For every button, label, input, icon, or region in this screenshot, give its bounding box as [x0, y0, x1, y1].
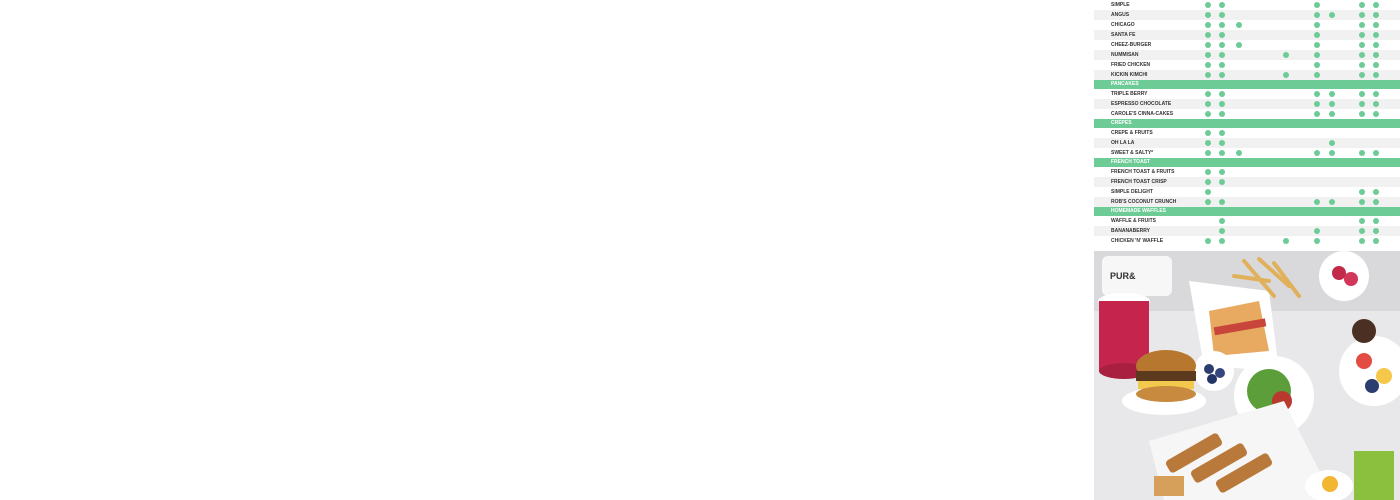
check-circle-icon [1205, 150, 1211, 156]
check-circle-icon [1219, 179, 1225, 185]
mini-section-title: FRENCH TOAST [1111, 159, 1151, 165]
mini-item-label: CREPE & FRUITS [1111, 130, 1153, 136]
check-circle-icon [1373, 52, 1379, 58]
check-circle-icon [1373, 72, 1379, 78]
mini-item-label: SWEET & SALTY* [1111, 150, 1154, 156]
check-circle-icon [1314, 199, 1320, 205]
mini-table-row [1094, 20, 1400, 30]
check-circle-icon [1219, 72, 1225, 78]
check-circle-icon [1219, 130, 1225, 136]
mini-table-row [1094, 138, 1400, 148]
mini-item-label: NUMMISAN [1111, 52, 1139, 58]
check-circle-icon [1205, 62, 1211, 68]
check-circle-icon [1314, 22, 1320, 28]
check-circle-icon [1314, 42, 1320, 48]
mini-table-row [1094, 177, 1400, 187]
mini-table-row [1094, 167, 1400, 177]
check-circle-icon [1359, 52, 1365, 58]
mini-item-label: ANGUS [1111, 12, 1130, 18]
mini-item-label: FRIED CHICKEN [1111, 62, 1151, 68]
check-circle-icon [1329, 91, 1335, 97]
check-circle-icon [1359, 238, 1365, 244]
mini-table-row [1094, 226, 1400, 236]
mini-item-label: KICKIN KIMCHI [1111, 72, 1148, 78]
mini-item-label: FRENCH TOAST CRISP [1111, 179, 1167, 185]
mini-item-label: WAFFLE & FRUITS [1111, 218, 1156, 224]
check-circle-icon [1205, 42, 1211, 48]
check-circle-icon [1359, 42, 1365, 48]
check-circle-icon [1359, 199, 1365, 205]
check-circle-icon [1314, 150, 1320, 156]
check-circle-icon [1314, 238, 1320, 244]
check-circle-icon [1359, 62, 1365, 68]
mini-table-row [1094, 197, 1400, 207]
check-circle-icon [1219, 218, 1225, 224]
mini-table-row [1094, 0, 1400, 10]
check-circle-icon [1205, 111, 1211, 117]
check-circle-icon [1205, 179, 1211, 185]
check-circle-icon [1373, 111, 1379, 117]
check-circle-icon [1329, 101, 1335, 107]
check-circle-icon [1205, 101, 1211, 107]
mini-section-title: PANCAKES [1111, 81, 1139, 87]
mini-item-label: ROB'S COCONUT CRUNCH [1111, 199, 1177, 205]
check-circle-icon [1329, 199, 1335, 205]
check-circle-icon [1373, 101, 1379, 107]
check-circle-icon [1236, 42, 1242, 48]
check-circle-icon [1219, 150, 1225, 156]
mini-section-header [1094, 119, 1400, 128]
check-circle-icon [1205, 72, 1211, 78]
check-circle-icon [1359, 12, 1365, 18]
check-circle-icon [1219, 12, 1225, 18]
mini-table-row [1094, 30, 1400, 40]
check-circle-icon [1373, 228, 1379, 234]
check-circle-icon [1219, 111, 1225, 117]
check-circle-icon [1219, 2, 1225, 8]
check-circle-icon [1219, 32, 1225, 38]
check-circle-icon [1219, 228, 1225, 234]
mini-item-label: FRENCH TOAST & FRUITS [1111, 169, 1175, 175]
mini-section-title: HOMEMADE WAFFLES [1111, 208, 1166, 214]
mini-item-label: BANANABERRY [1111, 228, 1150, 234]
check-circle-icon [1373, 42, 1379, 48]
check-circle-icon [1314, 72, 1320, 78]
check-circle-icon [1314, 52, 1320, 58]
check-circle-icon [1359, 22, 1365, 28]
check-circle-icon [1219, 169, 1225, 175]
check-circle-icon [1205, 2, 1211, 8]
check-circle-icon [1205, 32, 1211, 38]
check-circle-icon [1205, 238, 1211, 244]
mini-section-header [1094, 207, 1400, 216]
mini-item-label: CAROLE'S CINNA-CAKES [1111, 111, 1174, 117]
check-circle-icon [1283, 238, 1289, 244]
check-circle-icon [1359, 218, 1365, 224]
check-circle-icon [1314, 228, 1320, 234]
mini-table-row [1094, 187, 1400, 197]
mini-item-label: SIMPLE DELIGHT [1111, 189, 1153, 195]
check-circle-icon [1359, 150, 1365, 156]
check-circle-icon [1205, 130, 1211, 136]
check-circle-icon [1219, 140, 1225, 146]
svg-text:PUR&: PUR& [1110, 271, 1136, 281]
check-circle-icon [1236, 22, 1242, 28]
check-circle-icon [1219, 62, 1225, 68]
check-circle-icon [1236, 150, 1242, 156]
mini-table-row [1094, 99, 1400, 109]
check-circle-icon [1359, 91, 1365, 97]
check-circle-icon [1373, 2, 1379, 8]
check-circle-icon [1283, 72, 1289, 78]
mini-table-row [1094, 148, 1400, 158]
check-circle-icon [1359, 32, 1365, 38]
check-circle-icon [1314, 2, 1320, 8]
check-circle-icon [1219, 22, 1225, 28]
mini-section-title: CREPES [1111, 120, 1132, 126]
check-circle-icon [1329, 150, 1335, 156]
mini-item-label: SANTA FE [1111, 32, 1136, 38]
mini-table-row [1094, 236, 1400, 246]
food-photo-illustration [1094, 251, 1400, 500]
check-circle-icon [1219, 101, 1225, 107]
check-circle-icon [1314, 111, 1320, 117]
check-circle-icon [1373, 22, 1379, 28]
mini-table-row [1094, 10, 1400, 20]
check-circle-icon [1359, 72, 1365, 78]
check-circle-icon [1373, 150, 1379, 156]
mini-table-row [1094, 89, 1400, 99]
check-circle-icon [1373, 218, 1379, 224]
check-circle-icon [1314, 101, 1320, 107]
mini-item-label: SIMPLE [1111, 2, 1130, 8]
check-circle-icon [1373, 62, 1379, 68]
allergen-table-right-mini [1094, 0, 1400, 250]
check-circle-icon [1329, 111, 1335, 117]
mini-item-label: CHICKEN 'N' WAFFLE [1111, 238, 1164, 244]
check-circle-icon [1373, 238, 1379, 244]
check-circle-icon [1314, 62, 1320, 68]
mini-table-row [1094, 109, 1400, 119]
check-circle-icon [1219, 52, 1225, 58]
check-circle-icon [1205, 189, 1211, 195]
check-circle-icon [1219, 91, 1225, 97]
check-circle-icon [1205, 52, 1211, 58]
check-circle-icon [1329, 140, 1335, 146]
mini-table-row [1094, 40, 1400, 50]
mini-table-row [1094, 216, 1400, 226]
mini-section-header [1094, 158, 1400, 167]
check-circle-icon [1283, 52, 1289, 58]
food-photo [1094, 251, 1400, 500]
check-circle-icon [1373, 199, 1379, 205]
mini-table-row [1094, 60, 1400, 70]
mini-item-label: OH LA LA [1111, 140, 1135, 146]
check-circle-icon [1359, 111, 1365, 117]
check-circle-icon [1205, 12, 1211, 18]
mini-item-label: ESPRESSO CHOCOLATE [1111, 101, 1172, 107]
mini-table-row [1094, 70, 1400, 80]
mini-section-header [1094, 80, 1400, 89]
check-circle-icon [1373, 91, 1379, 97]
mini-table-row [1094, 128, 1400, 138]
check-circle-icon [1205, 169, 1211, 175]
check-circle-icon [1219, 199, 1225, 205]
check-circle-icon [1205, 199, 1211, 205]
check-circle-icon [1359, 101, 1365, 107]
check-circle-icon [1205, 140, 1211, 146]
check-circle-icon [1373, 189, 1379, 195]
check-circle-icon [1314, 91, 1320, 97]
check-circle-icon [1359, 189, 1365, 195]
mini-item-label: CHEEZ-BURGER [1111, 42, 1152, 48]
check-circle-icon [1219, 238, 1225, 244]
check-circle-icon [1359, 228, 1365, 234]
check-circle-icon [1205, 22, 1211, 28]
check-circle-icon [1329, 12, 1335, 18]
check-circle-icon [1359, 2, 1365, 8]
check-circle-icon [1314, 12, 1320, 18]
mini-item-label: TRIPLE BERRY [1111, 91, 1148, 97]
mini-table-row [1094, 50, 1400, 60]
check-circle-icon [1373, 12, 1379, 18]
check-circle-icon [1219, 42, 1225, 48]
check-circle-icon [1314, 32, 1320, 38]
check-circle-icon [1373, 32, 1379, 38]
mini-item-label: CHICAGO [1111, 22, 1135, 28]
check-circle-icon [1205, 91, 1211, 97]
